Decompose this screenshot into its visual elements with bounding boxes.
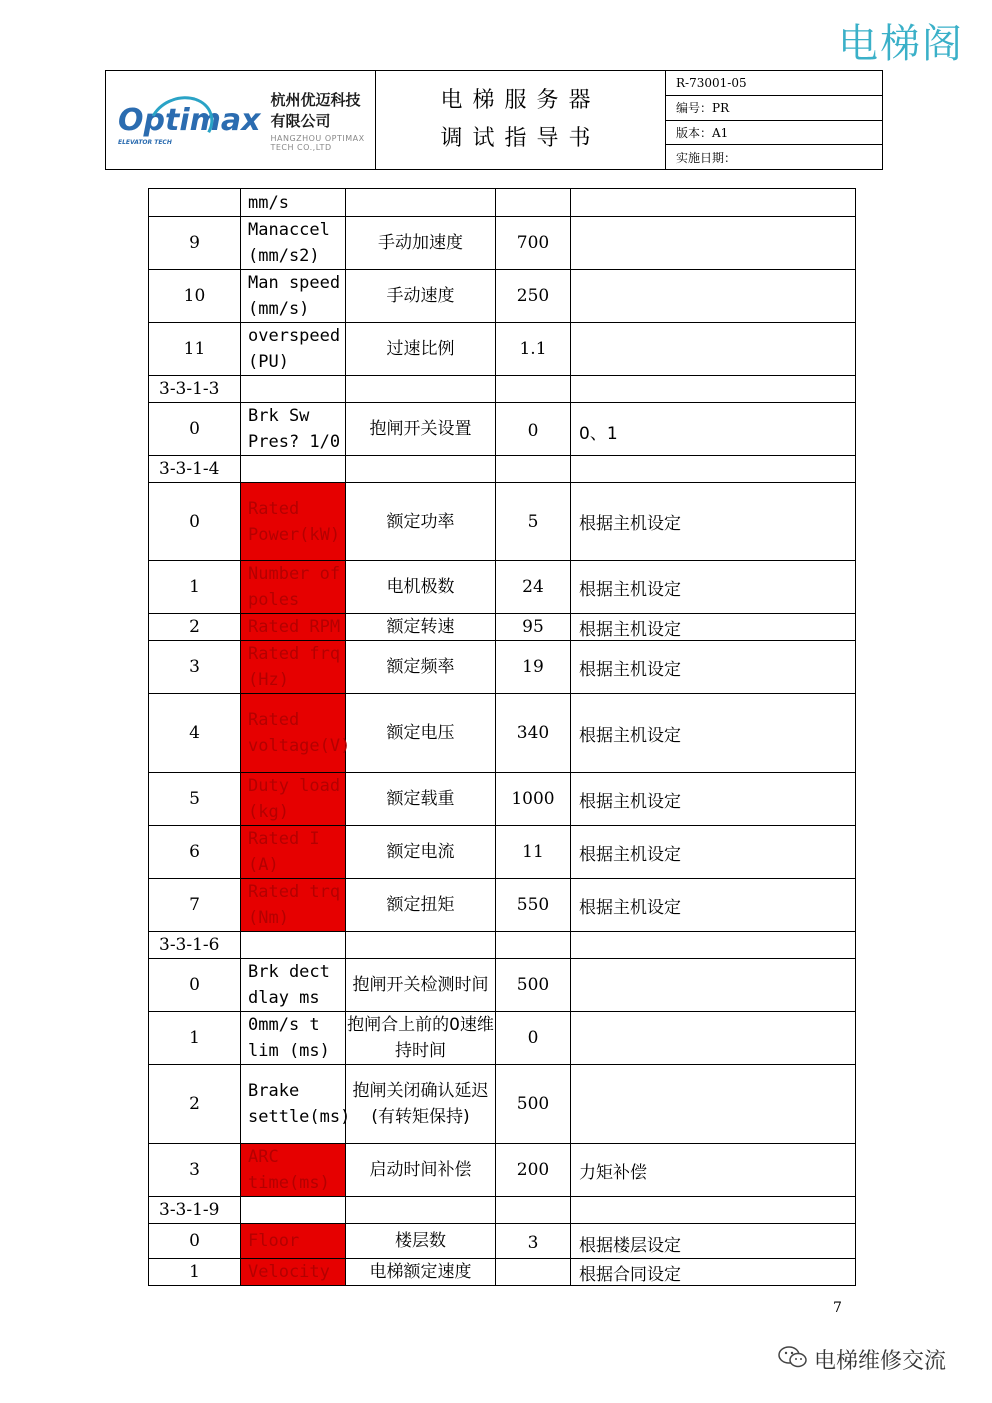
param-note: 根据主机设定 xyxy=(571,483,856,561)
table-row xyxy=(149,614,856,641)
row-number: 5 xyxy=(149,773,241,826)
param-note: 根据主机设定 xyxy=(571,561,856,614)
param-value: 200 xyxy=(496,1144,571,1197)
param-value: 550 xyxy=(496,879,571,932)
table-row xyxy=(149,773,856,826)
param-note xyxy=(571,189,856,217)
param-note: 根据主机设定 xyxy=(571,773,856,826)
page-number: 7 xyxy=(833,1300,842,1316)
param-desc xyxy=(346,189,496,217)
param-note: 根据楼层设定 xyxy=(571,1224,856,1259)
param-note xyxy=(571,1012,856,1065)
row-number: 6 xyxy=(149,826,241,879)
footer-text: 电梯维修交流 xyxy=(814,1349,947,1374)
param-desc: 额定频率 xyxy=(346,641,496,694)
param-note: 力矩补偿 xyxy=(571,1144,856,1197)
optimax-logo xyxy=(118,102,261,146)
table-row xyxy=(149,694,856,773)
param-value: 3 xyxy=(496,1224,571,1259)
row-number: 0 xyxy=(149,483,241,561)
param-desc: 楼层数 xyxy=(346,1224,496,1259)
param-value xyxy=(496,1259,571,1286)
param-name: Number of poles xyxy=(241,561,346,614)
section-row xyxy=(149,456,856,483)
table-row xyxy=(149,826,856,879)
row-number: 0 xyxy=(149,959,241,1012)
logo-swoosh-icon xyxy=(141,87,221,160)
table-row xyxy=(149,1224,856,1259)
param-value: 250 xyxy=(496,270,571,323)
param-name: Rated trq (Nm) xyxy=(241,879,346,932)
param-name: ARC time(ms) xyxy=(241,1144,346,1197)
table-row xyxy=(149,189,856,217)
section-row xyxy=(149,376,856,403)
row-number: 3 xyxy=(149,641,241,694)
row-number: 1 xyxy=(149,1012,241,1065)
logo-sub: ELEVATOR TECH xyxy=(118,138,172,146)
table-row xyxy=(149,403,856,456)
param-value: 700 xyxy=(496,217,571,270)
company-name-en: HANGZHOU OPTIMAX TECH CO.,LTD xyxy=(270,133,365,152)
document-header xyxy=(105,70,883,170)
doc-code: R-73001-05 xyxy=(666,71,882,96)
table-row xyxy=(149,561,856,614)
param-value: 95 xyxy=(496,614,571,641)
param-name: Rated voltage(V) xyxy=(241,694,346,773)
section-label: 3-3-1-4 xyxy=(149,456,241,483)
param-desc: 抱闸关闭确认延迟(有转矩保持) xyxy=(346,1065,496,1144)
param-desc: 电机极数 xyxy=(346,561,496,614)
row-number: 0 xyxy=(149,403,241,456)
row-number: 1 xyxy=(149,1259,241,1286)
company-logo-block xyxy=(106,71,376,169)
document-meta xyxy=(666,71,882,169)
param-desc: 启动时间补偿 xyxy=(346,1144,496,1197)
param-value: 1000 xyxy=(496,773,571,826)
table-row xyxy=(149,959,856,1012)
param-note: 根据主机设定 xyxy=(571,826,856,879)
row-number: 2 xyxy=(149,1065,241,1144)
watermark: 电梯阁 xyxy=(838,21,964,67)
title-line-2: 调试指导书 xyxy=(440,126,601,151)
row-number: 4 xyxy=(149,694,241,773)
param-name: Rated I (A) xyxy=(241,826,346,879)
row-number: 7 xyxy=(149,879,241,932)
param-desc: 抱闸合上前的0速维持时间 xyxy=(346,1012,496,1065)
param-note: 0、1 xyxy=(571,403,856,456)
param-desc: 额定转速 xyxy=(346,614,496,641)
param-value xyxy=(496,189,571,217)
company-name-cn: 杭州优迈科技有限公司 xyxy=(270,90,361,130)
doc-date: 实施日期： xyxy=(676,150,737,165)
param-name: Brk Sw Pres? 1/0 xyxy=(241,403,346,456)
row-number: 9 xyxy=(149,217,241,270)
param-name: Rated Power(kW) xyxy=(241,483,346,561)
row-number: 10 xyxy=(149,270,241,323)
table-row xyxy=(149,1144,856,1197)
param-value: 340 xyxy=(496,694,571,773)
table-row xyxy=(149,1065,856,1144)
param-desc: 额定扭矩 xyxy=(346,879,496,932)
param-value: 0 xyxy=(496,1012,571,1065)
param-name: Man speed (mm/s) xyxy=(241,270,346,323)
parameter-table xyxy=(148,188,856,1286)
param-name: Floor xyxy=(241,1224,346,1259)
section-label: 3-3-1-3 xyxy=(149,376,241,403)
param-desc: 抱闸开关设置 xyxy=(346,403,496,456)
param-name: Brake settle(ms) xyxy=(241,1065,346,1144)
section-label: 3-3-1-6 xyxy=(149,932,241,959)
row-number: 0 xyxy=(149,1224,241,1259)
table-row xyxy=(149,323,856,376)
param-name: Manaccel (mm/s2) xyxy=(241,217,346,270)
param-name: mm/s xyxy=(241,189,346,217)
doc-version: 版本：A1 xyxy=(666,121,882,146)
param-note xyxy=(571,1065,856,1144)
param-value: 1.1 xyxy=(496,323,571,376)
param-note xyxy=(571,323,856,376)
param-desc: 手动加速度 xyxy=(346,217,496,270)
section-row xyxy=(149,932,856,959)
row-number: 1 xyxy=(149,561,241,614)
wechat-icon xyxy=(778,1345,808,1375)
doc-number: 编号：PR xyxy=(666,96,882,121)
document-title xyxy=(376,71,666,169)
param-name: Brk dect dlay ms xyxy=(241,959,346,1012)
param-name: Rated RPM xyxy=(241,614,346,641)
param-note: 根据主机设定 xyxy=(571,879,856,932)
param-value: 11 xyxy=(496,826,571,879)
param-name: Rated frq (Hz) xyxy=(241,641,346,694)
row-number xyxy=(149,189,241,217)
param-name: overspeed (PU) xyxy=(241,323,346,376)
param-value: 5 xyxy=(496,483,571,561)
param-desc: 抱闸开关检测时间 xyxy=(346,959,496,1012)
param-value: 500 xyxy=(496,959,571,1012)
logo-text: Optimax xyxy=(118,102,261,138)
param-note: 根据合同设定 xyxy=(571,1259,856,1286)
table-row xyxy=(149,483,856,561)
row-number: 3 xyxy=(149,1144,241,1197)
param-value: 0 xyxy=(496,403,571,456)
param-name: 0mm/s t lim (ms) xyxy=(241,1012,346,1065)
param-desc: 额定电流 xyxy=(346,826,496,879)
section-label: 3-3-1-9 xyxy=(149,1197,241,1224)
table-row xyxy=(149,217,856,270)
title-line-1: 电梯服务器 xyxy=(440,88,601,113)
param-note: 根据主机设定 xyxy=(571,614,856,641)
param-note: 根据主机设定 xyxy=(571,694,856,773)
table-row xyxy=(149,1259,856,1286)
param-desc: 手动速度 xyxy=(346,270,496,323)
row-number: 2 xyxy=(149,614,241,641)
footer-brand xyxy=(778,1344,946,1375)
section-row xyxy=(149,1197,856,1224)
table-row xyxy=(149,879,856,932)
param-note xyxy=(571,270,856,323)
param-desc: 过速比例 xyxy=(346,323,496,376)
param-desc: 电梯额定速度 xyxy=(346,1259,496,1286)
param-note xyxy=(571,959,856,1012)
table-row xyxy=(149,641,856,694)
param-desc: 额定功率 xyxy=(346,483,496,561)
param-desc: 额定载重 xyxy=(346,773,496,826)
param-note xyxy=(571,217,856,270)
param-note: 根据主机设定 xyxy=(571,641,856,694)
param-name: Velocity xyxy=(241,1259,346,1286)
table-row xyxy=(149,270,856,323)
param-name: Duty load (kg) xyxy=(241,773,346,826)
param-value: 500 xyxy=(496,1065,571,1144)
param-desc: 额定电压 xyxy=(346,694,496,773)
param-value: 24 xyxy=(496,561,571,614)
table-row xyxy=(149,1012,856,1065)
param-value: 19 xyxy=(496,641,571,694)
row-number: 11 xyxy=(149,323,241,376)
